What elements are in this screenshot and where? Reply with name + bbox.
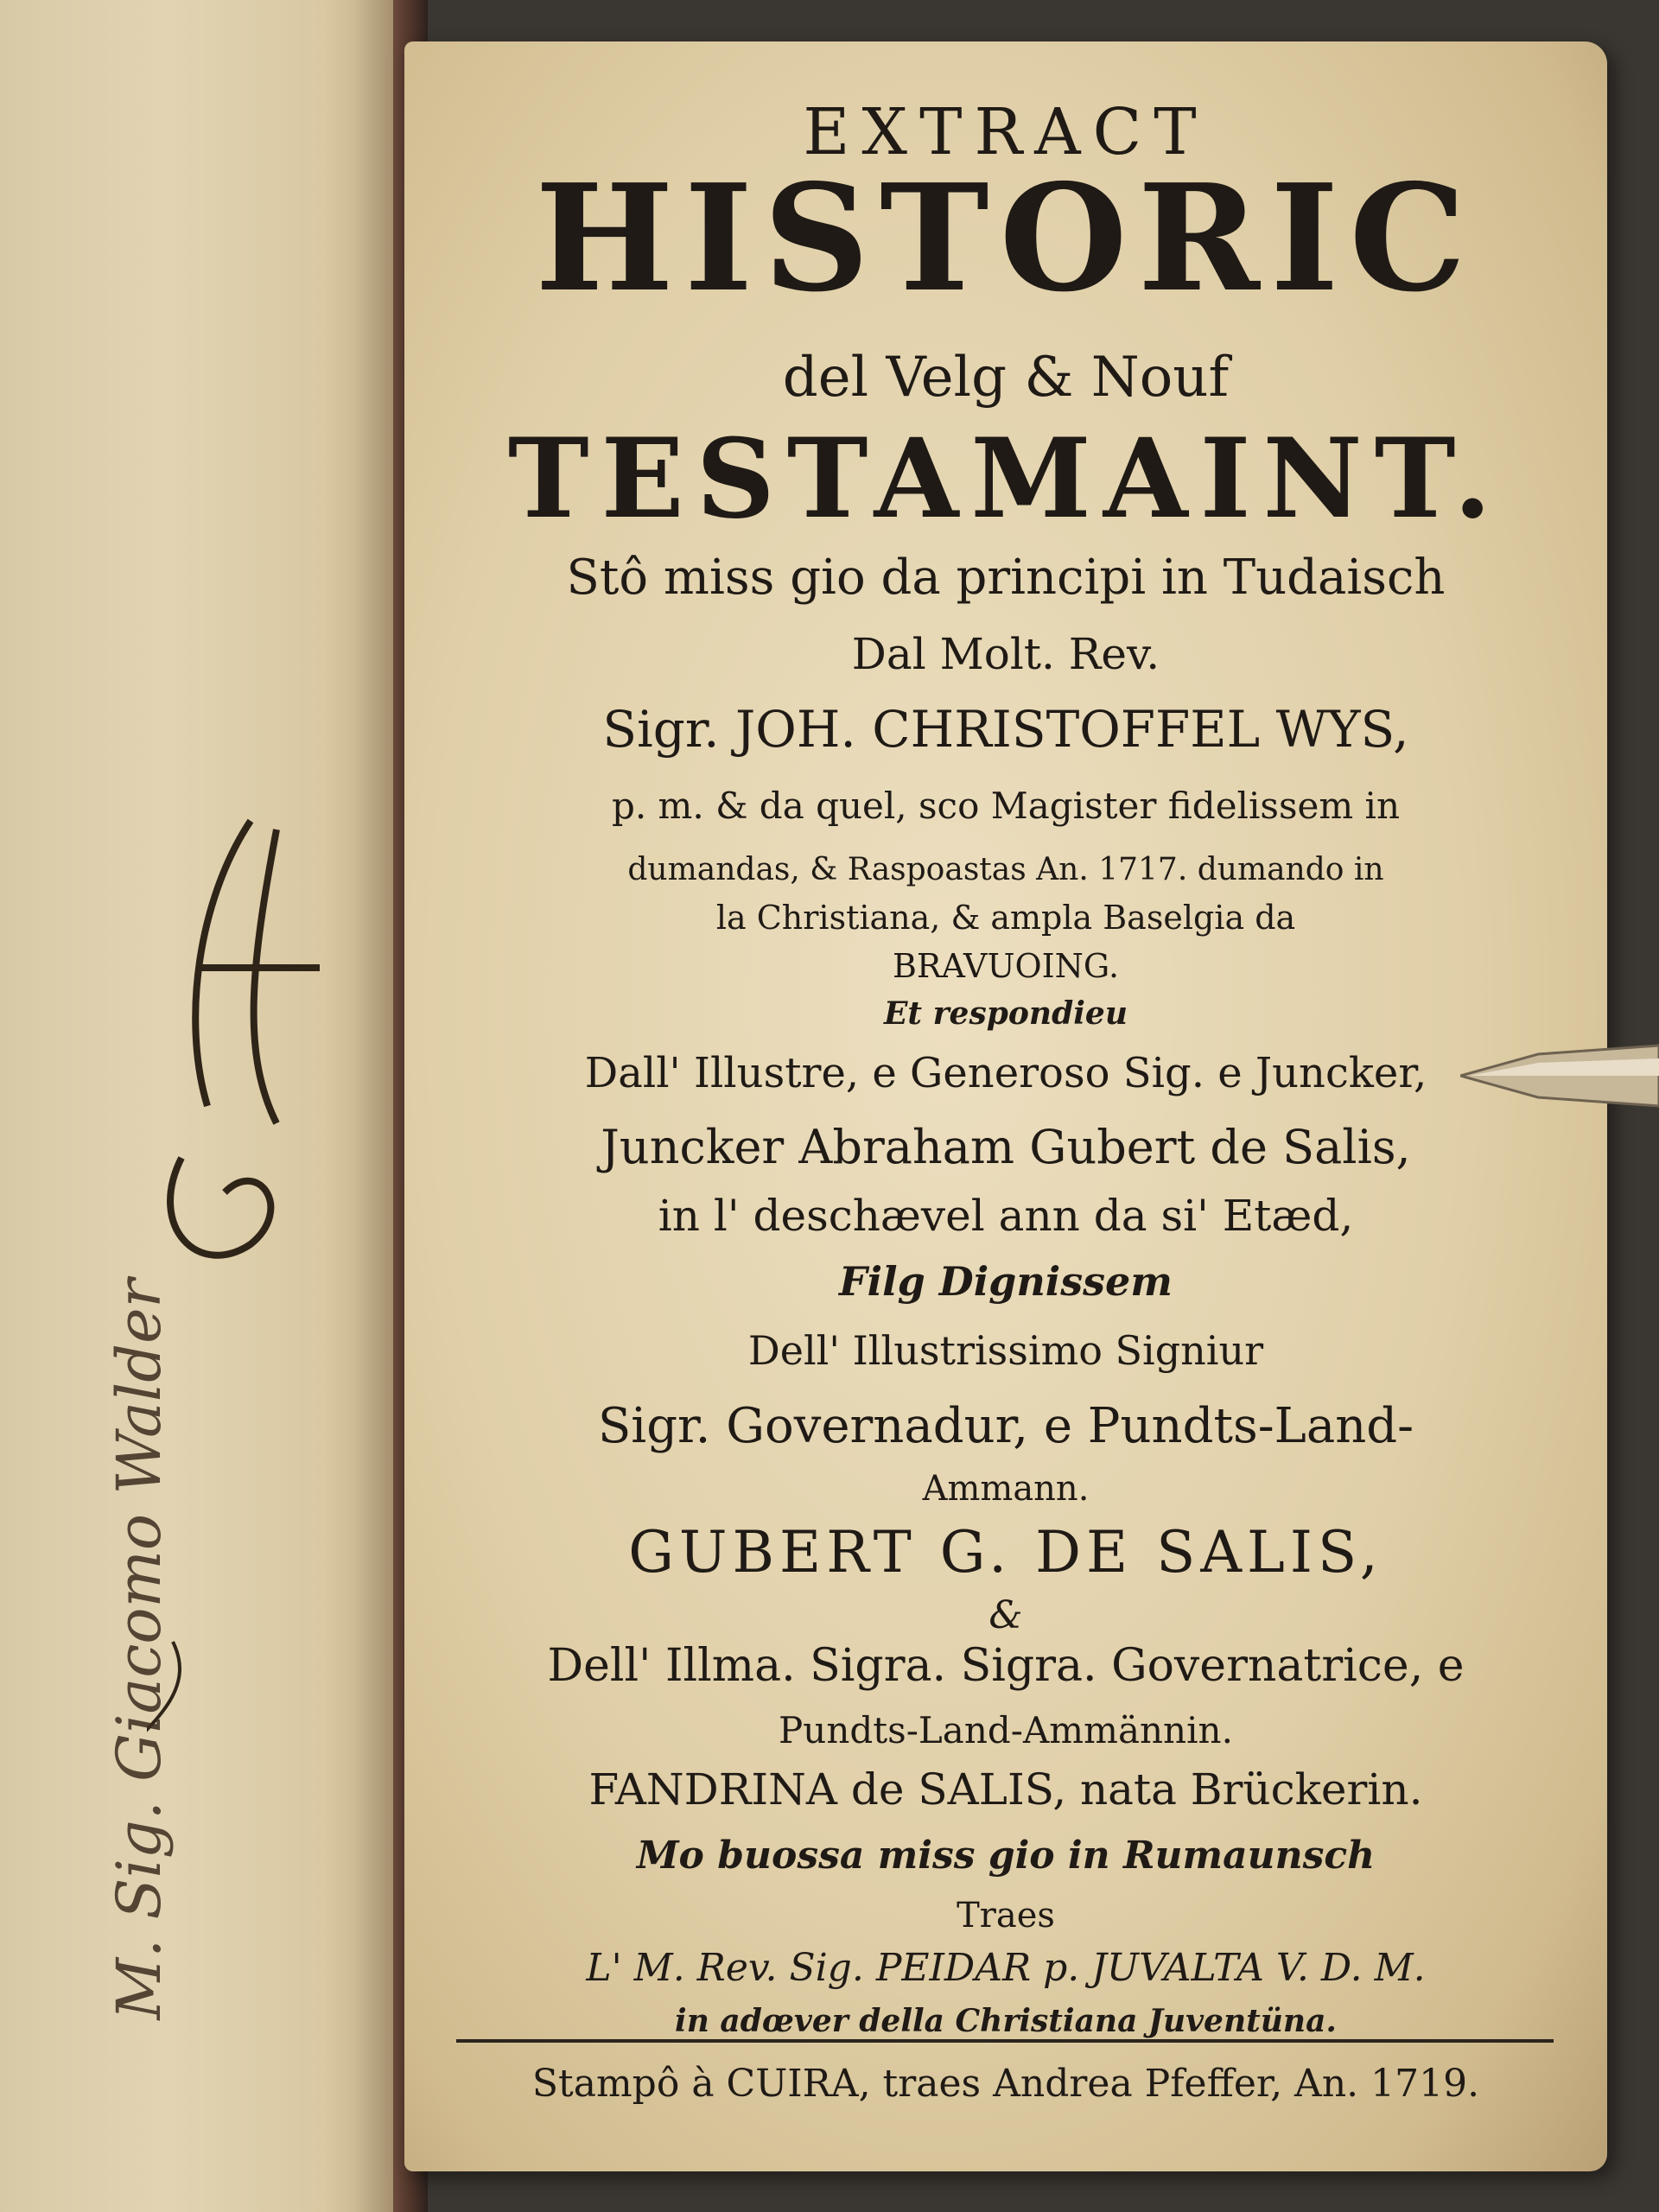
- title-line-5: Stô miss gio da principi in Tudaisch: [566, 550, 1446, 606]
- page-holder-pointer: [1460, 1037, 1659, 1115]
- title-line-19: Ammann.: [922, 1469, 1090, 1509]
- title-line-26: Traes: [957, 1896, 1055, 1936]
- title-line-22: Dell' Illma. Sigra. Sigra. Governatrice, e: [547, 1640, 1465, 1692]
- title-line-17: Dell' Illustrissimo Signiur: [747, 1327, 1264, 1374]
- title-line-14: Juncker Abraham Gubert de Salis,: [601, 1120, 1411, 1174]
- imprint: Stampô à CUIRA, traes Andrea Pfeffer, An. 1719.: [531, 2062, 1480, 2106]
- title-subline: del Velg & Nouf: [782, 346, 1230, 410]
- title-line-6: Dal Molt. Rev.: [851, 629, 1160, 679]
- title-page: [404, 41, 1607, 2171]
- title-testamaint: TESTAMAINT.: [507, 415, 1504, 543]
- title-line-11: BRAVUOING.: [892, 947, 1120, 985]
- title-line-8: p. m. & da quel, sco Magister fidelissem in: [611, 785, 1401, 827]
- title-line-18: Sigr. Governadur, e Pundts-Land-: [597, 1398, 1414, 1454]
- title-line-12: Et respondieu: [883, 995, 1128, 1032]
- flyleaf-inscription: M. Sig. Giacomo Walder: [104, 1279, 175, 2020]
- title-line-21: &: [988, 1593, 1023, 1637]
- title-extract: EXTRACT: [803, 95, 1209, 169]
- title-line-27: L' M. Rev. Sig. PEIDAR p. JUVALTA V. D. M.: [586, 1946, 1426, 1990]
- title-historic: HISTORIC: [535, 152, 1477, 325]
- imprint-rule: [456, 2039, 1554, 2043]
- title-line-25: Mo buossa miss gio in Rumaunsch: [636, 1834, 1376, 1878]
- title-line-20: GUBERT G. DE SALIS,: [628, 1519, 1383, 1586]
- title-line-10: la Christiana, & ampla Baselgia da: [715, 899, 1296, 937]
- title-line-24: FANDRINA de SALIS, nata Brückerin.: [588, 1764, 1423, 1815]
- title-line-9: dumandas, & Raspoastas An. 1717. dumando in: [627, 852, 1384, 887]
- title-line-15: in l' deschævel ann da si' Etæd,: [658, 1191, 1354, 1241]
- title-line-16: Filg Dignissem: [839, 1258, 1173, 1305]
- title-line-23: Pundts-Land-Ammännin.: [779, 1709, 1233, 1751]
- title-line-7: Sigr. JOH. CHRISTOFFEL WYS,: [602, 700, 1409, 759]
- title-line-13: Dall' Illustre, e Generoso Sig. e Juncker,: [584, 1049, 1427, 1097]
- title-line-28: in adœver della Christiana Juventüna.: [675, 2003, 1337, 2039]
